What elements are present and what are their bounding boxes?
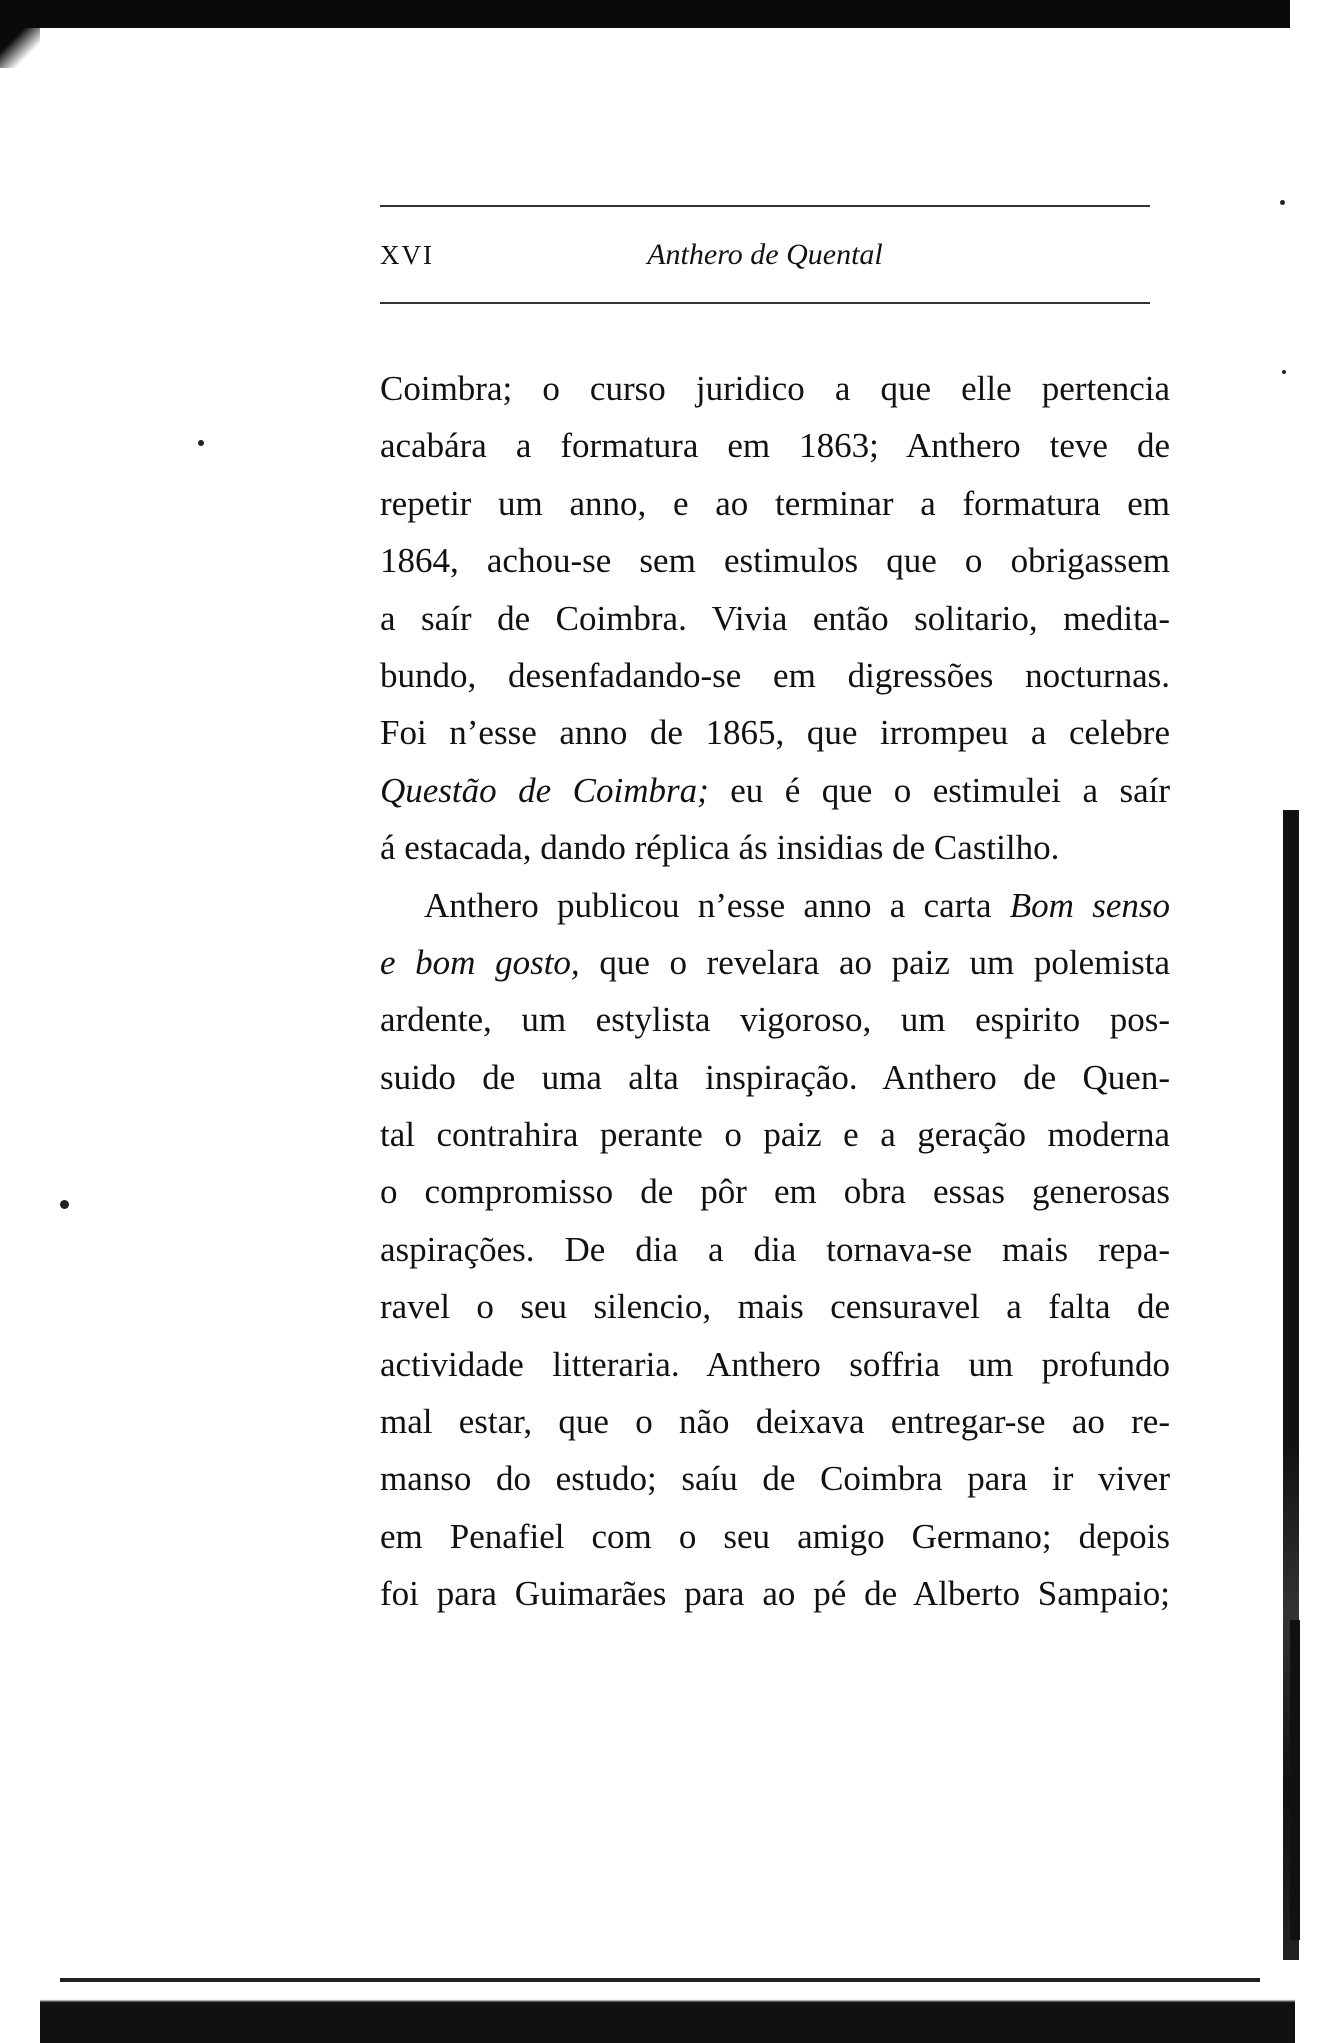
text-span: ravel o seu silencio, mais censuravel a falta de <box>380 1287 1170 1327</box>
italic-phrase: Bom senso <box>1009 885 1170 925</box>
scan-corner-shadow <box>0 28 40 68</box>
scan-right-edge-lower <box>1290 1620 1300 1940</box>
text-line <box>380 1163 1170 1220</box>
text-span: eu é que o estimulei a saír <box>708 770 1171 810</box>
text-line <box>380 1393 1170 1450</box>
header-rule-top <box>380 205 1150 207</box>
text-line <box>380 877 1170 934</box>
scan-speck <box>198 440 204 446</box>
text-line <box>380 532 1170 589</box>
text-line <box>380 1049 1170 1106</box>
scan-speck <box>60 1200 69 1209</box>
page-folio: XVI <box>380 240 434 270</box>
text-span: tal contrahira perante o paiz e a geração moderna <box>380 1115 1170 1155</box>
text-span: a saír de Coimbra. Vivia então solitario, medita- <box>380 598 1170 638</box>
text-span: Coimbra; o curso juridico a que elle pertencia <box>380 369 1170 408</box>
text-line <box>380 1106 1170 1163</box>
italic-phrase: e bom gosto, <box>380 942 580 982</box>
text-line <box>380 991 1170 1048</box>
text-span: bundo, desenfadando-se em digressões nocturnas. <box>380 655 1170 695</box>
text-line <box>380 647 1170 704</box>
text-span: mal estar, que o não deixava entregar-se ao re- <box>380 1402 1170 1442</box>
running-head: Anthero de Quental <box>647 238 883 271</box>
text-line <box>380 1450 1170 1507</box>
header-rule-bottom <box>380 302 1150 304</box>
text-span: aspirações. De dia a dia tornava-se mais repa- <box>380 1229 1170 1269</box>
text-span: á estacada, dando réplica ás insidias de Castilho. <box>380 828 1060 868</box>
text-line <box>380 704 1170 761</box>
text-span: manso do estudo; saíu de Coimbra para ir viver <box>380 1459 1170 1499</box>
text-line <box>380 417 1170 474</box>
text-span: suido de uma alta inspiração. Anthero de Quen- <box>380 1057 1170 1097</box>
text-span: em Penafiel com o seu amigo Germano; depois <box>380 1516 1170 1556</box>
text-line <box>380 762 1170 819</box>
body-text <box>380 360 1170 1623</box>
text-span: acabára a formatura em 1863; Anthero teve de <box>380 426 1170 466</box>
text-line <box>380 1565 1170 1622</box>
text-span: Foi n’esse anno de 1865, que irrompeu a celebre <box>380 713 1170 753</box>
scan-bottom-line <box>60 1978 1260 1982</box>
text-line <box>380 819 1170 876</box>
text-line <box>380 1278 1170 1335</box>
text-line <box>380 1221 1170 1278</box>
text-line <box>380 1336 1170 1393</box>
text-line <box>380 475 1170 532</box>
text-span: ardente, um estylista vigoroso, um espirito pos- <box>380 1000 1170 1040</box>
text-line <box>380 934 1170 991</box>
text-span: o compromisso de pôr em obra essas generosas <box>380 1172 1170 1212</box>
text-line <box>380 590 1170 647</box>
text-span: 1864, achou-se sem estimulos que o obrigassem <box>380 541 1170 581</box>
italic-phrase: Questão de Coimbra; <box>380 770 709 810</box>
text-line <box>380 1508 1170 1565</box>
text-span: Anthero publicou n’esse anno a carta <box>424 885 1010 925</box>
scan-top-edge <box>0 0 1290 28</box>
scan-speck <box>1282 370 1286 374</box>
text-span: que o revelara ao paiz um polemista <box>579 942 1170 982</box>
scan-speck <box>1280 200 1285 205</box>
scan-bottom-edge <box>40 1985 1295 2043</box>
text-span: actividade litteraria. Anthero soffria um profundo <box>380 1344 1170 1384</box>
text-span: foi para Guimarães para ao pé de Alberto Sampaio; <box>380 1574 1170 1614</box>
text-span: repetir um anno, e ao terminar a formatura em <box>380 483 1170 523</box>
text-line <box>380 360 1170 417</box>
